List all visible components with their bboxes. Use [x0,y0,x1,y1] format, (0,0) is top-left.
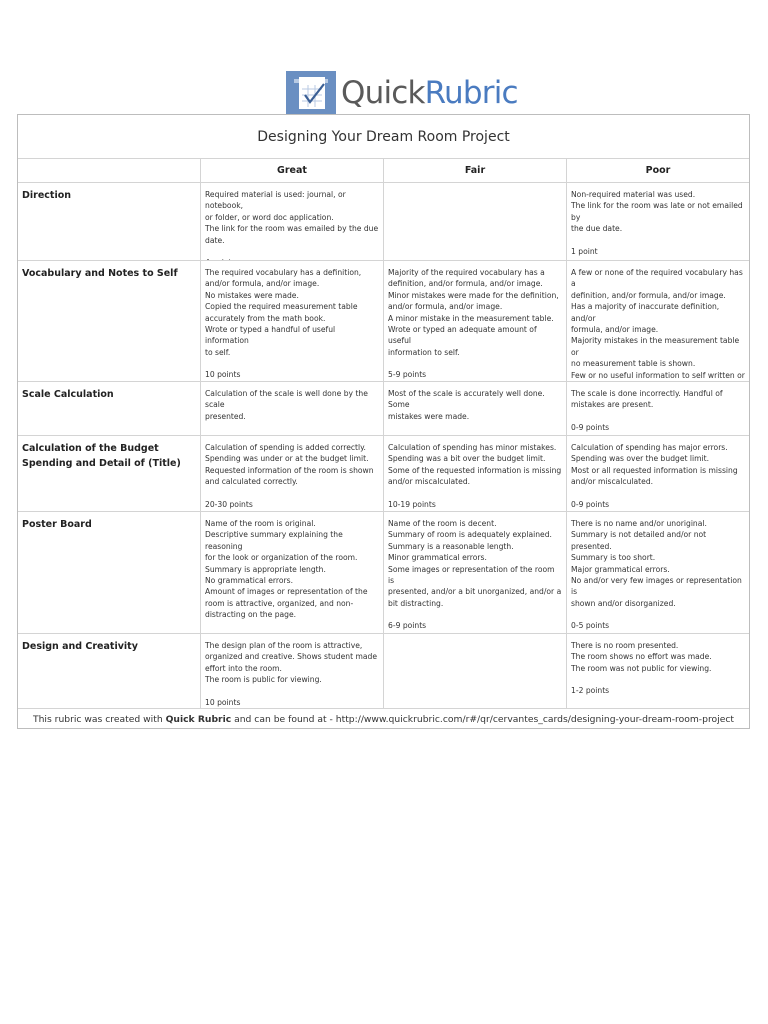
logo-text-quick: Quick [341,75,425,111]
rubric-cell-great [201,382,384,436]
rubric-cell-poor [567,261,749,382]
cell-description: Calculation of spending is added correctly. Spending was under or at the budget limit. Requested information of the room is shown and calculated correctly. [205,443,374,487]
rubric-cell-fair [384,382,567,436]
cell-description: Calculation of the scale is well done by the scale presented. [205,389,368,421]
cell-points: 10 points [205,697,241,707]
cell-description: Required material is used: journal, or notebook, or folder, or word doc application. The link for the room was emailed by the due date. [205,190,379,245]
table-row [18,261,749,382]
header-blank [18,159,201,183]
cell-description: There is no name and/or unoriginal. Summary is not detailed and/or not presented. Summary is too short. Major grammatical errors. No and/or very few images or representation is shown and/or disorganized. [571,519,742,608]
rubric-cell-great [201,512,384,634]
rubric-cell-fair [384,512,567,634]
rubric-cell-great [201,436,384,512]
cell-points: 10 points [205,370,241,380]
cell-description: Name of the room is decent. Summary of room is adequately explained. Summary is a reasonable length. Minor grammatical errors. Some images or representation of the room is presented, and/or a bit unorganized, and/or a bit distracting. [388,519,562,608]
cell-description: There is no room presented. The room shows no effort was made. The room was not public for viewing. [571,641,712,673]
rubric-cell-fair [384,183,567,261]
rubric-cell-poor [567,512,749,634]
column-header-poor: Poor [567,159,749,183]
cell-points: 6-9 points [388,621,427,631]
cell-points: 1-2 points [571,686,610,696]
logo-text-rubric: Rubric [424,75,518,111]
cell-points: 0-9 points [571,422,610,432]
cell-description: The design plan of the room is attractive, organized and creative. Shows student made effort into the room. The room is public for viewing. [205,641,378,685]
cell-description: Majority of the required vocabulary has a definition, and/or formula, and/or image. Minor mistakes were made for the definition, and/or formula, and/or image. A minor mistake in the measurement table. Wrote or typed an adequate amount of useful information to self. [388,268,559,357]
cell-points: 20-30 points [205,499,253,509]
table-row [18,436,749,512]
cell-points: 1 point [571,246,598,256]
cell-description: Most of the scale is accurately well done. Some mistakes were made. [388,389,545,421]
criterion-label: Design and Creativity [18,634,201,709]
rubric-cell-great [201,261,384,382]
cell-description: Name of the room is original. Descriptive summary explaining the reasoning for the look or organization of the room. Summary is appropriate length. No grammatical errors. Amount of images or representation of the room is attractive, organized, and non- distracting on the page. [205,519,368,620]
quick-rubric-logo [286,71,518,115]
rubric-cell-great [201,183,384,261]
rubric-cell-poor [567,436,749,512]
column-header-fair: Fair [384,159,567,183]
cell-points: 10-19 points [388,499,436,509]
rubric-cell-poor [567,382,749,436]
cell-description: Calculation of spending has minor mistakes. Spending was a bit over the budget limit. Some of the requested information is missing and/or miscalculated. [388,443,562,487]
criterion-label: Direction [18,183,201,261]
rubric-cell-poor [567,634,749,709]
criterion-label: Scale Calculation [18,382,201,436]
cell-description: Calculation of spending has major errors. Spending was over the budget limit. Most or all requested information is missing and/or miscalculated. [571,443,738,487]
table-row [18,183,749,261]
rubric-title: Designing Your Dream Room Project [18,115,749,159]
column-header-great: Great [201,159,384,183]
rubric-grid [18,159,749,183]
table-row [18,634,749,709]
rubric-cell-poor [567,183,749,261]
rubric-cell-great [201,634,384,709]
footer-brand: Quick Rubric [165,714,232,725]
cell-points: 5-9 points [388,370,427,380]
cell-points: 0-5 points [571,621,610,631]
cell-description: Non-required material was used. The link for the room was late or not emailed by the due date. [571,190,743,234]
cell-description: The scale is done incorrectly. Handful of mistakes are present. [571,389,723,410]
criterion-label: Poster Board [18,512,201,634]
table-row [18,382,749,436]
footer-link-text: and can be found at - http://www.quickrubric.com/r#/qr/cervantes_cards/designing-your-dream-room-project [234,714,735,725]
footer-prefix: This rubric was created with [32,714,163,725]
rubric-cell-fair [384,436,567,512]
table-row [18,512,749,634]
cell-points: 0-9 points [571,499,610,509]
rubric-footer [18,709,749,730]
rubric-cell-fair [384,261,567,382]
rubric-logo-icon [286,71,336,115]
logo-wordmark [341,71,518,115]
rubric-cell-fair [384,634,567,709]
rubric-table [17,114,750,729]
criterion-label: Calculation of the Budget Spending and Detail of (Title) [18,436,201,512]
cell-description: A few or none of the required vocabulary has a definition, and/or formula, and/or image. Has a majority of inaccurate definition, and/or formula, and/or image. Majority mistakes in the measurement table or no measurement table is shown. Few or no useful information to self written or [571,268,745,380]
criterion-label: Vocabulary and Notes to Self [18,261,201,382]
cell-description: The required vocabulary has a definition, and/or formula, and/or image. No mistakes were made. Copied the required measurement table accurately from the math book. Wrote or typed a handful of useful information to self. [205,268,362,357]
